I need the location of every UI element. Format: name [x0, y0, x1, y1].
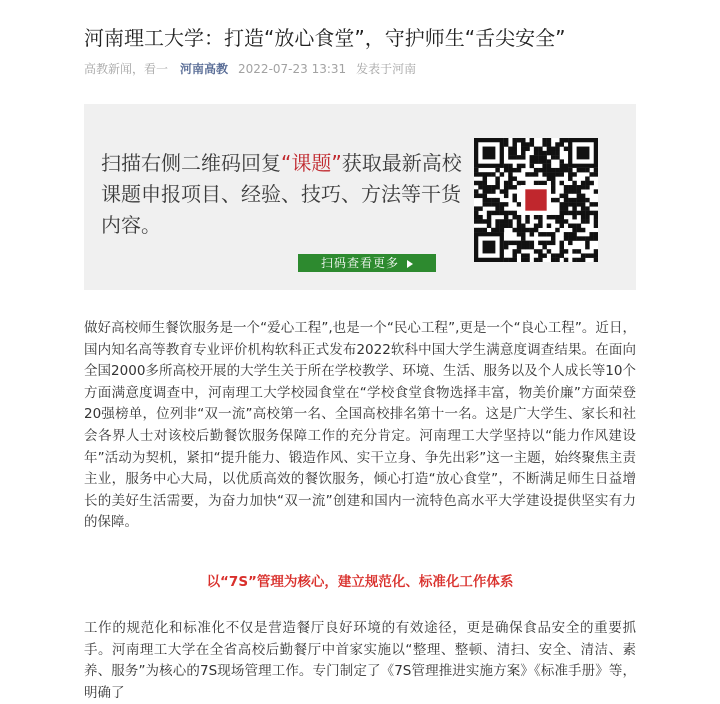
qr-code-image — [474, 138, 598, 262]
scan-more-label: 扫码查看更多 — [320, 256, 399, 270]
article-meta — [84, 60, 416, 78]
article-paragraph-2: 工作的规范化和标准化不仅是营造餐厅良好环境的有效途径，更是确保食品安全的重要抓手。河南理工大学在全省高校后勤餐厅中首家实施以“整理、整顿、清扫、安全、清洁、素养、服务”为核心的7S现场管理工作。专门制定了《7S管理推进实施方案》《标准手册》等，明确了 — [84, 620, 636, 701]
publish-date: 2022-07-23 13:31 — [238, 62, 347, 76]
promo-banner[interactable] — [84, 104, 636, 290]
scan-more-button[interactable] — [298, 254, 436, 272]
article-source: 高教新闻，看一 — [84, 62, 169, 76]
banner-text — [101, 148, 471, 241]
article-title: 河南理工大学：打造“放心食堂”，守护师生“舌尖安全” — [84, 26, 566, 50]
banner-text-post: 获取最新高校课题申报项目、经验、技巧、方法等干货内容。 — [101, 151, 462, 237]
banner-keyword: “课题” — [281, 151, 342, 175]
qr-code-graphic — [474, 138, 598, 262]
play-arrow-icon — [407, 260, 413, 268]
publish-location: 发表于河南 — [356, 62, 417, 76]
section-subheading: 以“7S”管理为核心，建立规范化、标准化工作体系 — [206, 574, 514, 590]
article-paragraph-1: 做好高校师生餐饮服务是一个“爱心工程”,也是一个“民心工程”,更是一个“良心工程”。近日，国内知名高等教育专业评价机构软科正式发布2022软科中国大学生满意度调查结果。在面向全国2000多所高校开展的大学生关于所在学校教学、环境、生活、服务以及个人成长等10个方面满意度调查中，河南理工大学校园食堂在“学校食堂食物选择丰富，物美价廉”方面荣登20强榜单，位列非“双一流”高校第一名、全国高校排名第十一名。这是广大学生、家长和社会各界人士对该校后勤餐饮服务保障工作的充分肯定。河南理工大学坚持以“能力作风建设年”活动为契机，紧扣“提升能力、锻造作风、实干立身、争先出彩”这一主题，始终聚焦主责主业，服务中心大局，以优质高效的餐饮服务，倾心打造“放心食堂”，不断满足师生日益增长的美好生活需要，为奋力加快“双一流”创建和国内一流特色高水平大学建设提供坚实有力的保障。 — [84, 320, 636, 531]
account-name-link[interactable]: 河南高教 — [180, 62, 229, 76]
banner-text-pre: 扫描右侧二维码回复 — [101, 151, 281, 175]
